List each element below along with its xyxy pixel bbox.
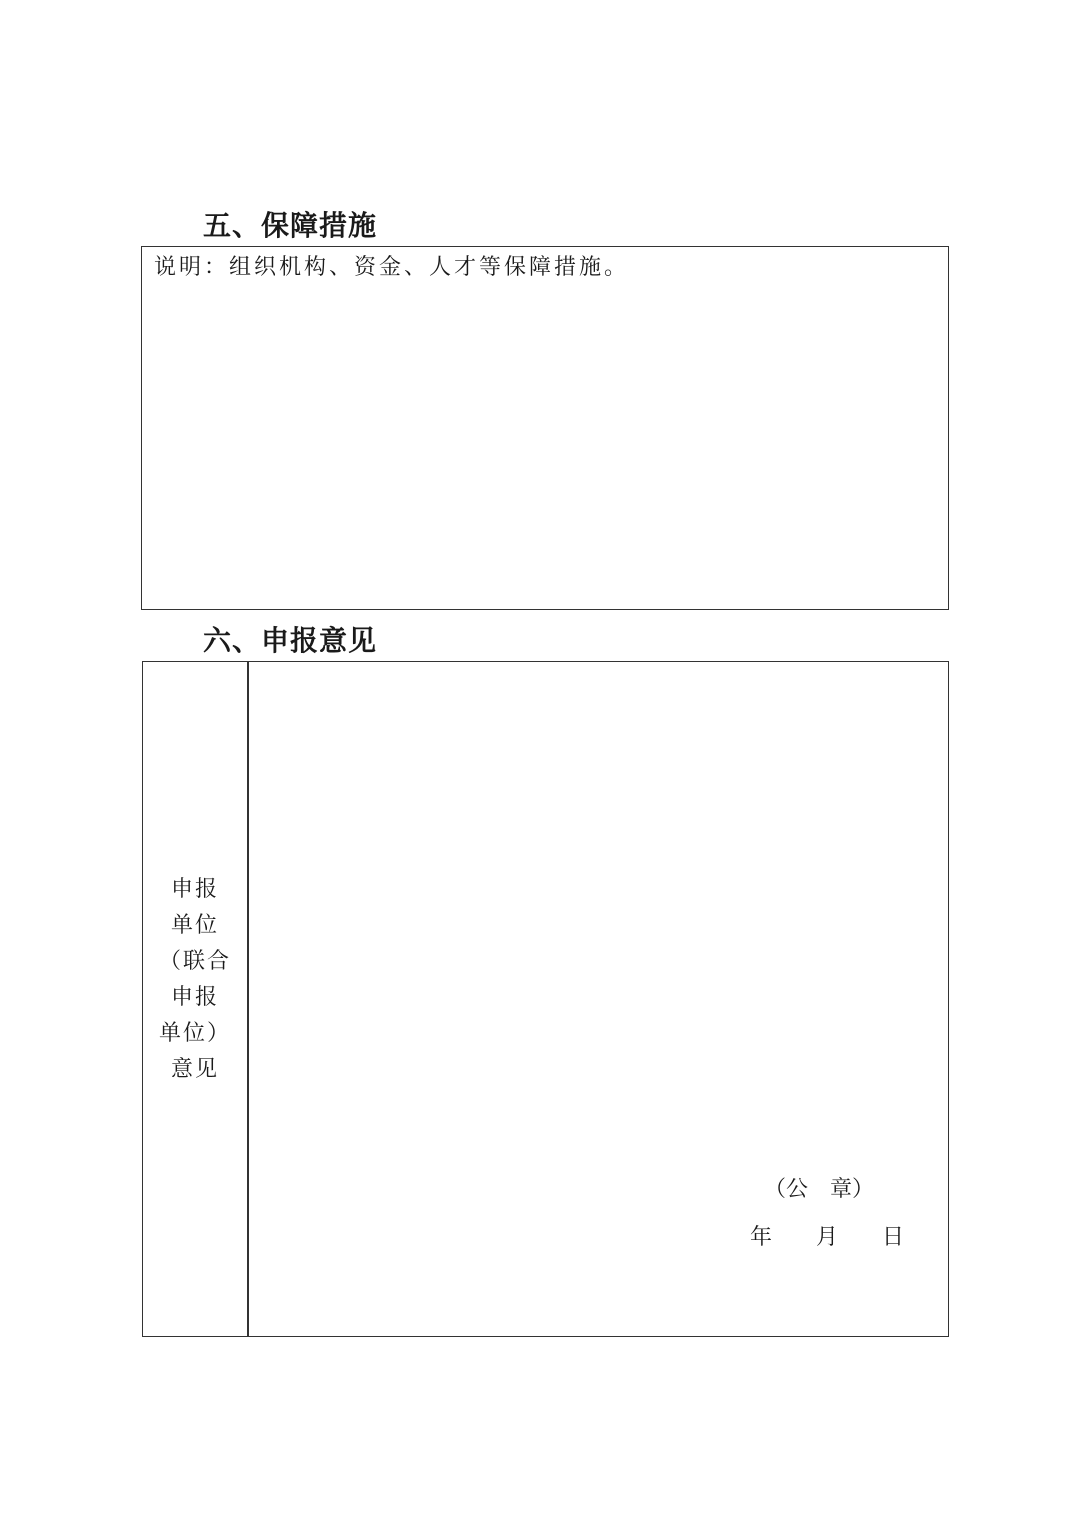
applicant-opinion-label [143, 872, 247, 1088]
label-line: 申报 [170, 877, 219, 902]
date-line: 年 月 日 [750, 1225, 905, 1250]
label-line: 意见 [170, 1057, 219, 1082]
label-line: （联合 [158, 949, 231, 974]
label-line: 单位 [170, 913, 219, 938]
official-seal-label: （公 章） [764, 1177, 875, 1202]
label-line: 申报 [170, 985, 219, 1010]
table-divider [247, 662, 249, 1336]
safeguard-note: 说明：组织机构、资金、人才等保障措施。 [154, 255, 630, 280]
label-line: 单位） [158, 1021, 231, 1046]
safeguard-measures-box[interactable] [141, 246, 949, 610]
section-five-heading: 五、保障措施 [203, 209, 378, 242]
section-six-heading: 六、申报意见 [203, 624, 378, 657]
applicant-opinion-label-cell [143, 662, 247, 1336]
